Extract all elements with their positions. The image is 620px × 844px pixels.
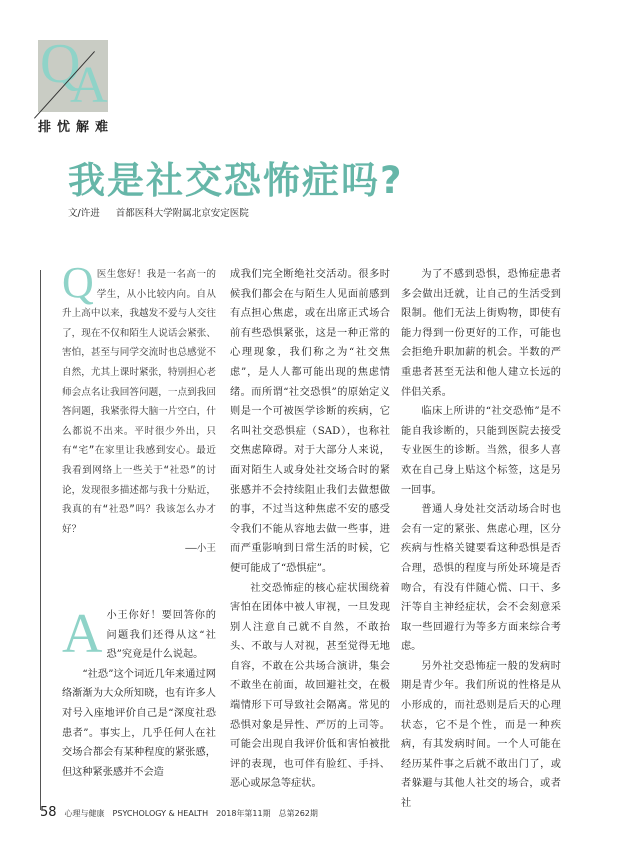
section-label: 排忧解难	[38, 120, 115, 135]
column3-paragraph-2: 临床上所讲的“社交恐怖”是不能自我诊断的，只能到医院去接受专业医生的诊断。当然，很多人喜欢在自己身上贴这个标签，这是另一回事。	[401, 406, 561, 496]
column2-paragraph-1: 成我们完全断绝社交活动。很多时候我们都会在与陌生人见面前感到有点担心焦虑，或在出席正式场合前有些恐惧紧张，这是一种正常的心理现象，我们称之为“社交焦虑”，是人人都可能出现的焦虑情绪。而所谓“社交恐惧”的原始定义则是一个可被医学诊断的疾病，它名叫社交恐惧症（SAD），也称社交焦虑障碍。对于大部分人来说，面对陌生人或身处社交场合时的紧张感并不会持续阻止我们去做想做的事，不过当这种焦虑不安的感受令我们不能从容地去做一些事，进而严重影响到日常生活的时候，它便可能成了“恐惧症”。	[230, 269, 390, 574]
qa-logo-a: A	[70, 57, 108, 114]
page-footer	[40, 805, 318, 820]
column2-paragraph-2: 社交恐怖症的核心症状围绕着害怕在团体中被人审视，一旦发现别人注意自己就不自然，不敢抬头、不敢与人对视，甚至觉得无地自容，不敢在公共场合演讲，集会不敢坐在前面，故回避社交，在极端情形下可导致社会隔离。常见的恐惧对象是异性、严厉的上司等。可能会出现自我评价低和害怕被批评的表现，也可伴有脸红、手抖、恶心或尿急等症状。	[230, 582, 390, 790]
article-title: 我是社交恐怖症吗?	[68, 159, 404, 202]
total-issue: 总第262期	[278, 809, 318, 818]
page-number: 58	[40, 805, 57, 820]
answer-start	[62, 603, 216, 782]
column-rule	[40, 270, 41, 810]
article-column-2	[230, 265, 390, 794]
question-text: 医生您好！我是一名高一的学生，从小比较内向。自从升上高中以来，我越发不爱与人交往了，现在不仅和陌生人说话会紧张、害怕，甚至与同学交流时也总感觉不自然，尤其上课时紧张，特别担心老师会点名让我回答问题，一点到我回答问题，我紧张得大脑一片空白，什么都说不出来。平时很少外出，只有“宅”在家里让我感到安心。最近我看到网络上一些关于“社恐”的讨论，发现很多描述都与我十分贴近，我真的有“社恐”吗？我该怎么办才好？	[62, 269, 216, 535]
answer-paragraph-1: A小王你好！要回答你的问题我们还得从这“社恐”究竟是什么说起。	[62, 603, 216, 665]
question-column	[62, 258, 216, 559]
byline-affiliation: 首都医科大学附属北京安定医院	[115, 208, 249, 219]
qa-logo-q: Q	[40, 33, 81, 95]
question-signature: ——小王	[185, 543, 216, 555]
answer-paragraph-2: “社恐”这个词近几年来通过网络渐渐为大众所知晓，也有许多人对号入座地评价自己是“深度社恐患者”。事实上，几乎任何人在社交场合都会有某种程度的紧张感，但这种紧张感并不会造	[62, 668, 216, 778]
column3-paragraph-1: 为了不感到恐惧，恐怖症患者多会做出迁就，让自己的生活受到限制。他们无法上街购物，即使有能力得到一份更好的工作，可能也会拒绝升职加薪的机会。半数的严重患者甚至无法和他人建立长远的伴侣关系。	[401, 269, 561, 398]
article-column-3	[401, 265, 561, 814]
issue-number: 2018年第11期	[216, 809, 271, 818]
magazine-name-en: PSYCHOLOGY & HEALTH	[112, 809, 209, 818]
magazine-name-cn: 心理与健康	[64, 809, 105, 818]
column3-paragraph-4: 另外社交恐怖症一般的发病时期是青少年。我们所说的性格是从小形成的，而社恐则是后天的心理状态，它不是个性，而是一种疾病，有其发病时间。一个人可能在经历某件事之后就不敢出门了，或者躲避与其他人社交的场合，或者社	[401, 660, 561, 810]
reader-question	[62, 258, 216, 539]
column3-paragraph-3: 普通人身处社交活动场合时也会有一定的紧张、焦虑心理，区分疾病与性格关键要看这种恐惧是否合理，恐惧的程度与所处环境是否吻合，有没有伴随心慌、口干、多汗等自主神经症状，会不会刻意采取一些回避行为等多方面来综合考虑。	[401, 504, 561, 653]
answer-drop-letter: A	[62, 603, 103, 665]
byline	[68, 205, 249, 219]
byline-author: 文/许进	[68, 208, 100, 219]
question-drop-letter: Q	[62, 258, 94, 307]
